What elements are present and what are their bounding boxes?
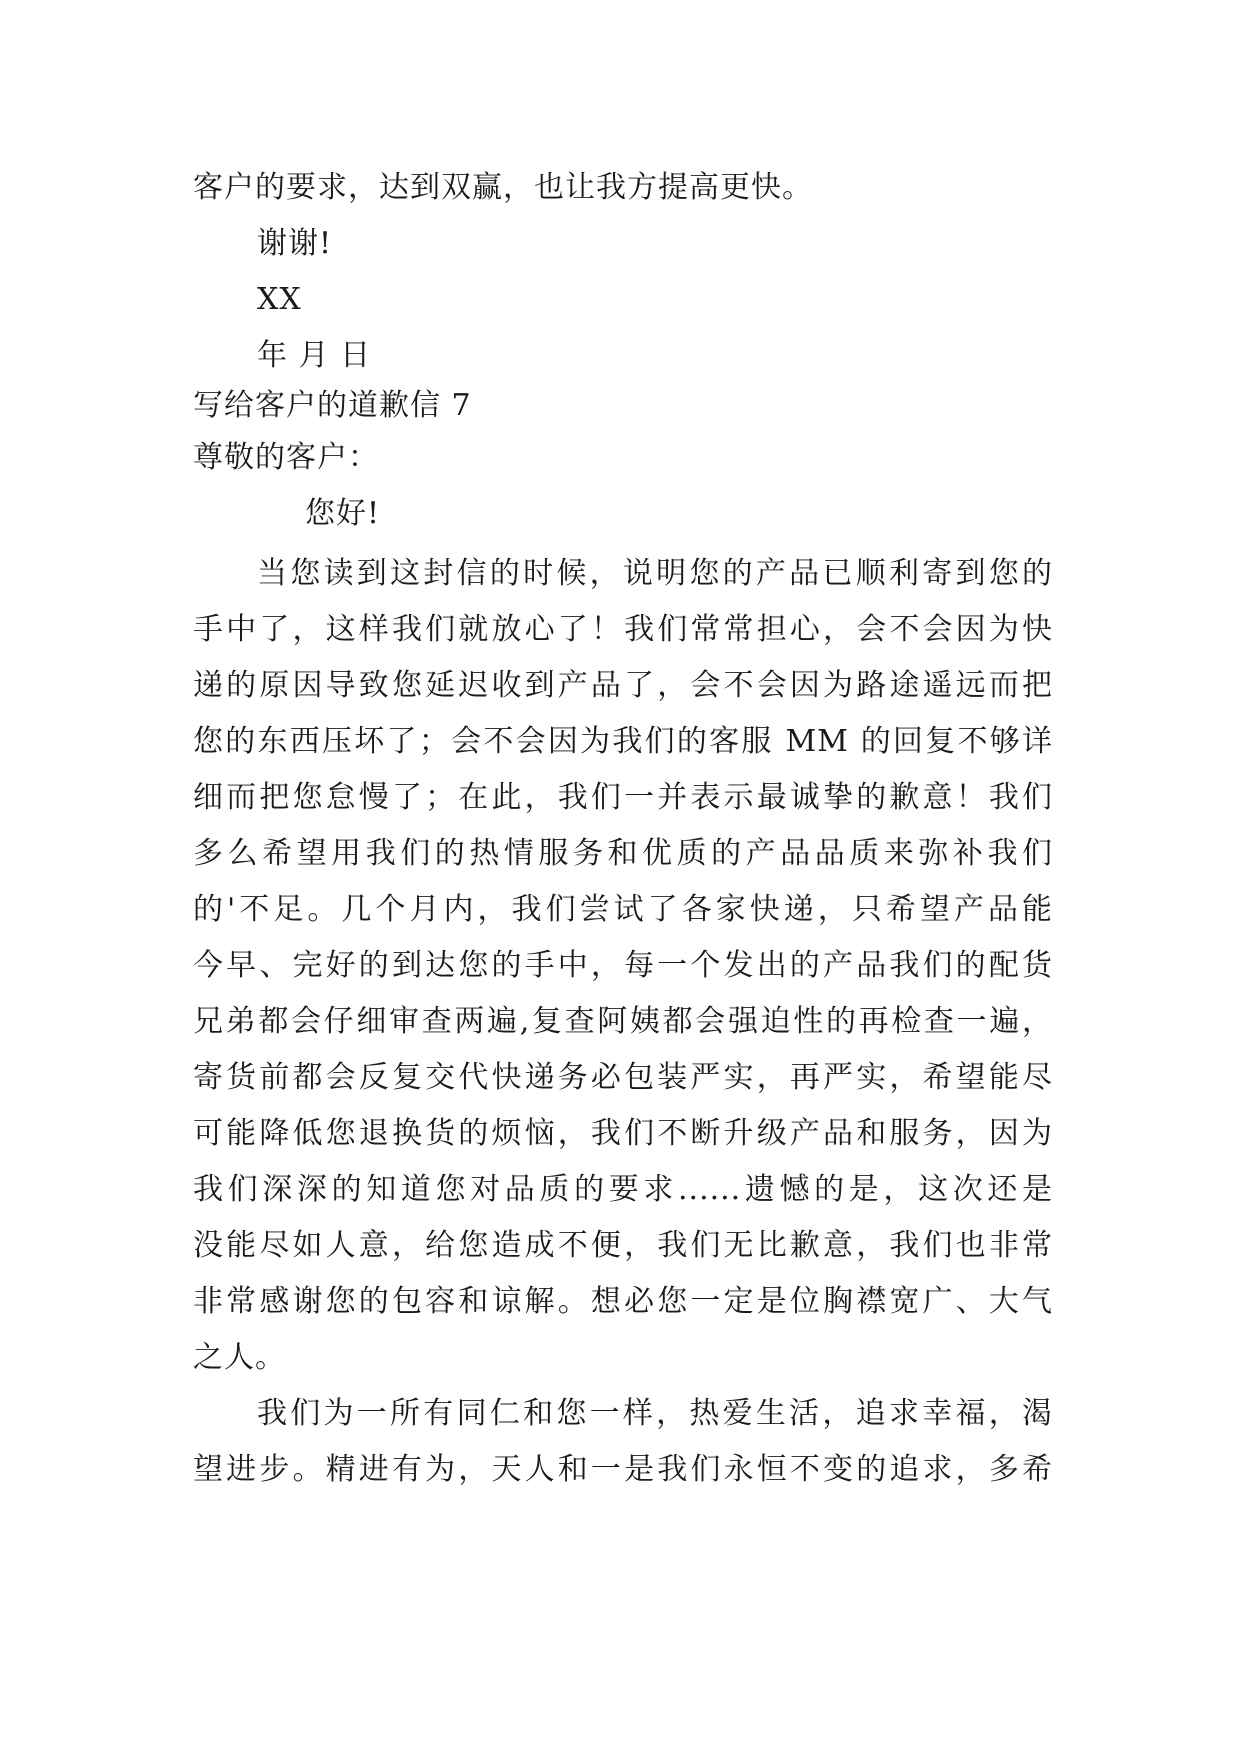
paragraph-line: 细而把您怠慢了；在此，我们一并表示最诚挚的歉意！我们: [193, 780, 1053, 815]
text-line-greeting: 您好!: [305, 496, 381, 531]
text-line-closing-sentence: 客户的要求，达到双赢，也让我方提高更快。: [193, 170, 813, 205]
paragraph-line: 递的原因导致您延迟收到产品了，会不会因为路途遥远而把: [193, 668, 1053, 703]
text-line-salutation: 尊敬的客户：: [193, 440, 379, 475]
paragraph-line: 望进步。精进有为，天人和一是我们永恒不变的追求，多希: [193, 1452, 1053, 1487]
paragraph-line: 兄弟都会仔细审查两遍,复查阿姨都会强迫性的再检查一遍，: [193, 1004, 1053, 1039]
paragraph-line: 寄货前都会反复交代快递务必包装严实，再严实，希望能尽: [193, 1060, 1053, 1095]
paragraph-line: 非常感谢您的包容和谅解。想必您一定是位胸襟宽广、大气: [193, 1284, 1053, 1319]
paragraph-line: 手中了，这样我们就放心了！我们常常担心，会不会因为快: [193, 612, 1053, 647]
paragraph-line: 我们为一所有同仁和您一样，热爱生活，追求幸福，渴: [257, 1396, 1053, 1431]
paragraph-line: 没能尽如人意，给您造成不便，我们无比歉意，我们也非常: [193, 1228, 1053, 1263]
text-line-signature: XX: [257, 282, 302, 317]
paragraph-line: 可能降低您退换货的烦恼，我们不断升级产品和服务，因为: [193, 1116, 1053, 1151]
paragraph-line: 当您读到这封信的时候，说明您的产品已顺利寄到您的: [257, 556, 1053, 591]
text-line-date: 年 月 日: [257, 338, 372, 373]
paragraph-line: 的'不足。几个月内，我们尝试了各家快递，只希望产品能: [193, 892, 1053, 927]
paragraph-line: 您的东西压坏了；会不会因为我们的客服 MM 的回复不够详: [193, 724, 1053, 759]
paragraph-line: 多么希望用我们的热情服务和优质的产品品质来弥补我们: [193, 836, 1053, 871]
paragraph-line: 我们深深的知道您对品质的要求......遗憾的是，这次还是: [193, 1172, 1053, 1207]
paragraph-line: 之人。: [193, 1340, 286, 1375]
text-line-thanks: 谢谢!: [257, 226, 333, 261]
paragraph-line: 今早、完好的到达您的手中，每一个发出的产品我们的配货: [193, 948, 1053, 983]
section-heading: 写给客户的道歉信 7: [193, 388, 472, 423]
